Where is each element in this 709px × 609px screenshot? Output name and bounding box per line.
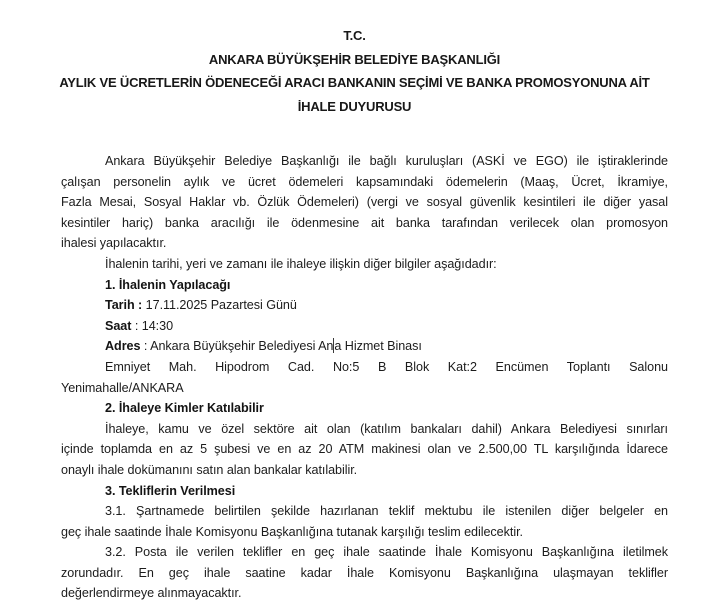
header-line-institution: ANKARA BÜYÜKŞEHİR BELEDİYE BAŞKANLIĞI	[208, 51, 501, 67]
field-label: 1. İhalenin Yapılacağı	[105, 277, 231, 292]
text-run: Emniyet Mah. Hipodrom Cad. No:5 B Blok Kat:2 Encümen Toplantı Salonu	[105, 359, 668, 374]
address-continuation	[61, 357, 668, 398]
text-line	[61, 151, 668, 172]
text-line	[61, 542, 668, 563]
time-field	[61, 316, 668, 337]
text-run: 3.1. Şartnamede belirtilen şekilde hazırlanan teklif mektubu ile istenilen diğer belgeler en	[105, 504, 668, 519]
info-intro-line	[61, 254, 668, 275]
text-run: çalışan personelin aylık ve ücret ödemeleri kapsamındaki ödemelerin (Maaş, Ücret, İkramiye,	[61, 174, 668, 189]
header-line-announcement: İHALE DUYURUSU	[297, 98, 412, 114]
text-run: 17.11.2025 Pazartesi Günü	[145, 298, 297, 313]
text-line	[61, 357, 668, 378]
text-line	[61, 295, 668, 316]
intro-paragraph	[61, 151, 668, 254]
text-line	[61, 501, 668, 522]
text-line	[61, 213, 668, 234]
text-run: 3.2. Posta ile verilen teklifler en geç ihale saatinde İhale Komisyonu Başkanlığına iletilmek	[105, 545, 668, 560]
text-line	[61, 481, 668, 502]
text-line	[61, 172, 668, 193]
section-3-heading	[61, 481, 668, 502]
document-header	[26, 24, 683, 118]
text-line	[61, 522, 668, 543]
text-run: : 14:30	[134, 318, 174, 333]
text-line	[61, 419, 668, 440]
section-1-heading	[61, 275, 668, 296]
text-run: İhalenin tarihi, yeri ve zamanı ile ihaleye ilişkin diğer bilgiler aşağıdadır:	[105, 256, 497, 271]
header-line-subject: AYLIK VE ÜCRETLERİN ÖDENECEĞİ ARACI BANKANIN SEÇİMİ VE BANKA PROMOSYONUNA AİT	[59, 75, 650, 90]
section-2-paragraph	[61, 419, 668, 481]
text-line	[61, 336, 668, 357]
field-label: 3. Tekliflerin Verilmesi	[105, 483, 236, 498]
text-line	[61, 563, 668, 584]
text-run: onaylı ihale dokümanını satın alan bankalar katılabilir.	[61, 462, 358, 477]
text-line	[61, 316, 668, 337]
text-run: Ankara Büyükşehir Belediye Başkanlığı ile bağlı kuruluşları (ASKİ ve EGO) ile iştiraklerinde	[105, 154, 668, 168]
text-run: a Hizmet Binası	[334, 339, 422, 354]
document-body	[61, 151, 668, 604]
text-line	[61, 233, 668, 254]
address-field	[61, 336, 668, 357]
text-run: değerlendirmeye alınmayacaktır.	[61, 586, 242, 601]
field-label: Tarih :	[105, 298, 146, 313]
text-line	[61, 460, 668, 481]
text-line	[61, 378, 668, 399]
text-line	[61, 398, 668, 419]
header-line-tc: T.C.	[343, 28, 366, 43]
text-run: geç ihale saatinde İhale Komisyonu Başkanlığına tutanak karşılığı teslim edilecektir.	[61, 524, 523, 539]
date-field	[61, 295, 668, 316]
text-line	[61, 439, 668, 460]
text-run: : Ankara Büyükşehir Belediyesi An	[143, 339, 334, 354]
text-line	[61, 583, 668, 604]
field-label: 2. İhaleye Kimler Katılabilir	[105, 401, 264, 416]
text-run: İhaleye, kamu ve özel sektöre ait olan (katılım bankaları dahil) Ankara Belediyesi sınırları	[105, 421, 668, 436]
text-run: Fazla Mesai, Sosyal Haklar vb. Özlük Ödemeleri) (vergi ve sosyal güvenlik kesintileri ile diğer yasal	[61, 195, 668, 210]
section-2-heading	[61, 398, 668, 419]
field-label: Saat	[105, 318, 135, 333]
text-line	[61, 275, 668, 296]
text-run: kesintiler hariç) banka aracılığı ile ödenmesine ait banka tarafından verilecek olan promosyon	[61, 215, 668, 230]
text-run: zorundadır. En geç ihale saatine kadar İhale Komisyonu Başkanlığına ulaşmayan teklifler	[61, 565, 668, 580]
clause-3-2-paragraph	[61, 542, 668, 604]
text-run: içinde toplamda en az 5 şubesi ve en az 20 ATM makinesi olan ve 2.500,00 TL karşılığında İdarece	[61, 442, 668, 457]
text-line	[61, 192, 668, 213]
text-run: Yenimahalle/ANKARA	[61, 380, 184, 395]
field-label: Adres	[105, 339, 144, 354]
clause-3-1-paragraph	[61, 501, 668, 542]
text-line	[61, 254, 668, 275]
text-run: ihalesi yapılacaktır.	[61, 236, 167, 251]
